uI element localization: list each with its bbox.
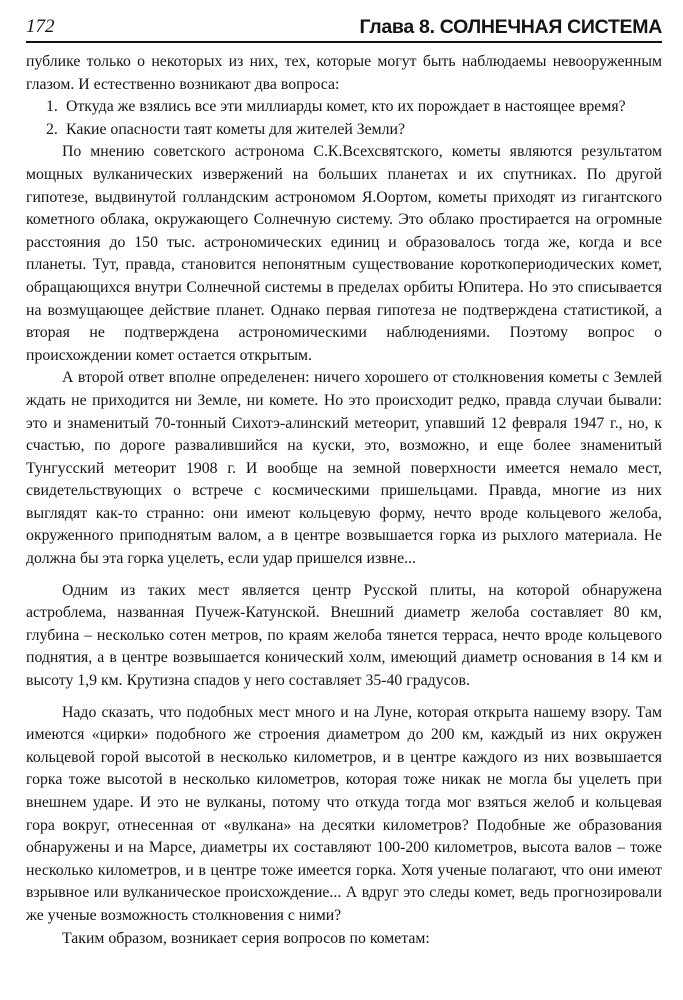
list-item <box>26 96 662 119</box>
page-header <box>26 12 662 43</box>
list-item-text: Откуда же взялись все эти миллиарды комет, кто их порождает в настоящее время? <box>66 98 626 116</box>
page-number: 172 <box>26 16 55 37</box>
paragraph: Надо сказать, что подобных мест много и на Луне, которая открыта нашему взору. Там имеются «цирки» подобного же строения диаметром до 200 км, каждый из них окружен кольцевой горой высотой в несколько километров, и в центре каждого из них возвышается горка тоже высотой в несколько километров, которая тоже никак не могла бы уцелеть при внешнем ударе. И это не вулканы, потому что откуда тогда мог взяться желоб и кольцевая гора вокруг, отнесенная от «вулкана» на десятки километров? Подобные же образования обнаружены и на Марсе, диаметры их составляют 100-200 километров, высота валов – тоже несколько километров, и в центре тоже имеется горка. Хотя ученые полагают, что они имеют взрывное или вулканическое происхождение... А вдруг это следы комет, ведь прогнозировали же ученые возможность столкновения с ними? <box>26 703 662 924</box>
paragraph: А второй ответ вполне определенен: ничего хорошего от столкновения кометы с Землей ждать не приходится ни Земле, ни комете. Но это происходит редко, правда случаи бывали: это и знаменитый 70-тонный Сихотэ-алинский метеорит, упавший 12 февраля 1947 г., но, к счастью, по дороге развалившийся на куски, это, возможно, и еще более знаменитый Тунгусский метеорит 1908 г. И вообще на земной поверхности имеется немало мест, свидетельствующих о встрече с космическими пришельцами. Правда, многие из них выглядят как-то странно: они имеют кольцевую форму, нечто вроде кольцевого желоба, окруженного приподнятым валом, а в центре возвышается горка из рыхлого материала. Не должна бы эта горка уцелеть, если удар пришелся извне... <box>26 369 662 568</box>
chapter-title: Глава 8. СОЛНЕЧНАЯ СИСТЕМА <box>359 16 662 38</box>
book-page <box>26 12 662 950</box>
body-text <box>26 51 662 950</box>
question-list <box>26 96 662 141</box>
intro-paragraph: публике только о некоторых из них, тех, которые могут быть наблюдаемы невооруженным глазом. И естественно возникают два вопроса: <box>26 53 662 93</box>
list-item <box>26 119 662 142</box>
paragraph: Одним из таких мест является центр Русской плиты, на которой обнаружена астроблема, названная Пучеж-Катунской. Внешний диаметр желоба составляет 80 км, глубина – несколько сотен метров, по краям желоба тянется терраса, нечто вроде кольцевого поднятия, а в центре возвышается конический холм, имеющий диаметр основания в 14 км и высоту 1,9 км. Крутизна спадов у него составляет 35-40 градусов. <box>26 581 662 690</box>
list-item-text: Какие опасности таят кометы для жителей Земли? <box>66 120 406 138</box>
paragraph: Таким образом, возникает серия вопросов по кометам: <box>62 929 430 947</box>
list-item-number: 1. <box>46 98 58 116</box>
list-item-number: 2. <box>46 120 58 138</box>
paragraph: По мнению советского астронома С.К.Всехсвятского, кометы являются результатом мощных вулканических извержений на больших планетах и их спутниках. По другой гипотезе, выдвинутой голландским астрономом Я.Оортом, кометы приходят из гигантского кометного облака, окружающего Солнечную систему. Это облако простирается на огромные расстояния до 150 тыс. астрономических единиц и образовалось тогда же, когда и все планеты. Тут, правда, становится непонятным существование короткопериодических комет, обращающихся внутри Солнечной системы в пределах орбиты Юпитера. Но это списывается на возмущающее действие планет. Однако первая гипотеза не подтверждена статистикой, а вторая не подтверждена астрономическими наблюдениями. Поэтому вопрос о происхождении комет остается открытым. <box>26 143 662 364</box>
